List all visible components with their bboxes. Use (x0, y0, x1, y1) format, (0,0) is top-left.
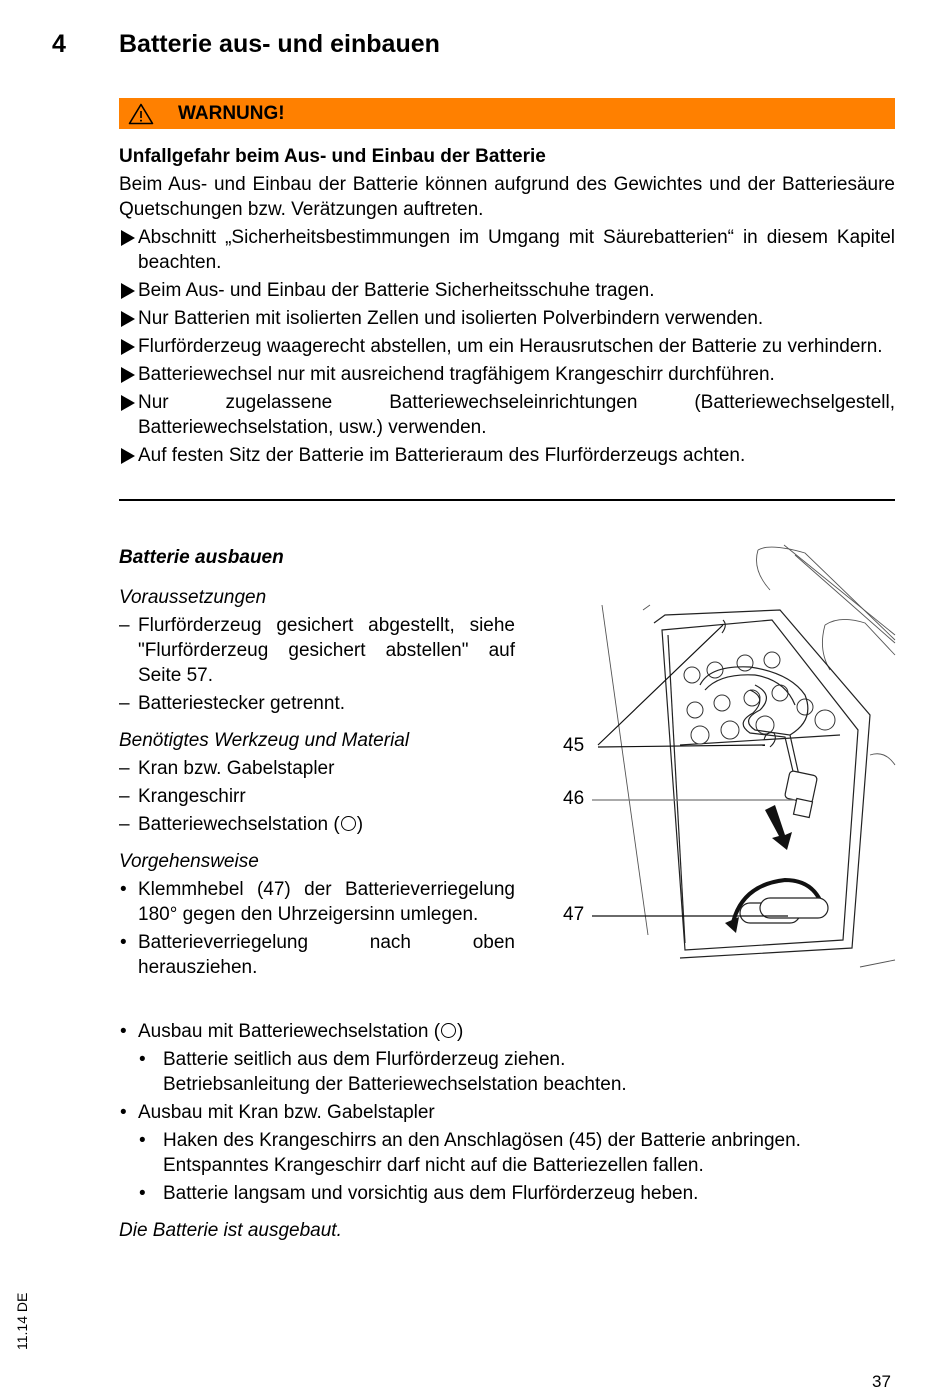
dash-marker: – (119, 615, 130, 636)
dash-marker: – (119, 814, 130, 835)
procedure-result: Die Batterie ist ausgebaut. (119, 1220, 342, 1241)
warning-item-text: Nur Batterien mit isolierten Zellen und isolierten Polverbindern verwenden. (138, 308, 764, 329)
warning-item-text: Batteriewechsel nur mit ausreichend tragfähigem Krangeschirr durchführen. (138, 364, 775, 385)
bullet-marker: • (139, 1130, 146, 1151)
substep-text: Haken des Krangeschirrs an den Anschlagösen (45) der Batterie anbringen. (163, 1130, 801, 1151)
procedure-step (119, 877, 515, 927)
dash-marker: – (119, 758, 130, 779)
edition-label: 11.14 DE (14, 1292, 30, 1350)
bullet-marker: • (120, 879, 127, 900)
section-title: Batterie ausbauen (119, 547, 284, 568)
warning-item (119, 390, 895, 440)
procedure-options (119, 1016, 895, 1243)
tool-item (119, 756, 515, 781)
dash-marker: – (119, 786, 130, 807)
chapter-number: 4 (52, 30, 66, 58)
arrow-bullet-icon (121, 230, 135, 246)
warning-banner (119, 98, 895, 129)
direction-arrow-icon (765, 805, 792, 850)
lifting-eye (722, 620, 725, 633)
battery-plug (784, 770, 817, 803)
tools-heading: Benötigtes Werkzeug und Material (119, 730, 410, 751)
prerequisite-item (119, 691, 515, 716)
tool-text: Batteriewechselstation ( (138, 814, 340, 835)
procedure-heading: Vorgehensweise (119, 851, 259, 872)
procedure-step-text: Klemmhebel (47) der Batterieverriegelung 180° gegen den Uhrzeigersinn umlegen. (138, 879, 515, 925)
tool-text: Krangeschirr (138, 786, 246, 807)
substep-note: Entspanntes Krangeschirr darf nicht auf die Batteriezellen fallen. (163, 1155, 704, 1176)
dash-marker: – (119, 693, 130, 714)
bullet-marker: • (139, 1183, 146, 1204)
arrow-bullet-icon (121, 367, 135, 383)
page-number: 37 (872, 1372, 891, 1391)
option-crane (119, 1100, 895, 1125)
option-label: Ausbau mit Kran bzw. Gabelstapler (138, 1102, 435, 1123)
warning-heading: Unfallgefahr beim Aus- und Einbau der Batterie (119, 146, 546, 167)
warning-item-text: Beim Aus- und Einbau der Batterie Sicherheitsschuhe tragen. (138, 280, 655, 301)
warning-item-text: Nur zugelassene Batteriewechseleinrichtungen (Batteriewechselgestell, Batteriewechselstation, usw.) verwenden. (138, 392, 895, 438)
arrow-bullet-icon (121, 448, 135, 464)
procedure-step (119, 930, 515, 980)
warning-item (119, 443, 895, 468)
warning-end-divider (119, 499, 895, 501)
option-label: Ausbau mit Batteriewechselstation ( (138, 1021, 441, 1042)
prerequisite-item (119, 613, 515, 688)
tool-item (119, 784, 515, 809)
callout-47: 47 (563, 904, 585, 925)
prerequisites-heading: Voraussetzungen (119, 587, 267, 608)
bullet-marker: • (120, 932, 127, 953)
optional-circle-icon (441, 1023, 456, 1038)
warning-item (119, 362, 895, 387)
tool-text-suffix: ) (356, 814, 364, 835)
callout-45: 45 (563, 735, 585, 756)
tool-text: Kran bzw. Gabelstapler (138, 758, 335, 779)
option-substep (119, 1047, 895, 1097)
bullet-marker: • (139, 1049, 146, 1070)
option-substep (119, 1181, 895, 1206)
procedure-step-text: Batterieverriegelung nach oben herausziehen. (138, 932, 515, 978)
warning-item (119, 278, 895, 303)
battery-cell (684, 667, 700, 683)
substep-text: Batterie seitlich aus dem Flurförderzeug ziehen. (163, 1049, 566, 1070)
tool-item (119, 812, 515, 837)
arrow-bullet-icon (121, 395, 135, 411)
frame-line (602, 605, 648, 935)
warning-item (119, 225, 895, 275)
option-substep (119, 1128, 895, 1178)
bullet-marker: • (120, 1102, 127, 1123)
warning-item-text: Abschnitt „Sicherheitsbestimmungen im Umgang mit Säurebatterien“ in diesem Kapitel beachten. (138, 227, 895, 273)
arrow-bullet-icon (121, 283, 135, 299)
warning-text: Beim Aus- und Einbau der Batterie können aufgrund des Gewichtes und der Batteriesäure Quetschungen bzw. Verätzungen auftreten. (119, 174, 895, 220)
option-battery-station (119, 1019, 895, 1044)
option-label-suffix: ) (457, 1021, 464, 1042)
arrow-bullet-icon (121, 339, 135, 355)
warning-item (119, 306, 895, 331)
arrow-bullet-icon (121, 311, 135, 327)
warning-item (119, 334, 895, 359)
battery-compartment-drawing (540, 535, 940, 975)
chapter-title: Batterie aus- und einbauen (119, 30, 440, 58)
prerequisite-text: Flurförderzeug gesichert abgestellt, siehe "Flurförderzeug gesichert abstellen" auf Seite 57. (138, 615, 515, 686)
warning-content (119, 144, 895, 468)
substep-text: Batterie langsam und vorsichtig aus dem Flurförderzeug heben. (163, 1183, 699, 1204)
bullet-marker: • (120, 1021, 127, 1042)
procedure-left-column (119, 545, 515, 980)
warning-item-text: Flurförderzeug waagerecht abstellen, um ein Herausrutschen der Batterie zu verhindern. (138, 336, 883, 357)
optional-circle-icon (341, 816, 356, 831)
callout-46: 46 (563, 788, 585, 809)
battery-illustration (540, 535, 940, 975)
cover-rail-top (758, 547, 895, 640)
warning-item-text: Auf festen Sitz der Batterie im Batterieraum des Flurförderzeugs achten. (138, 445, 746, 466)
prerequisite-text: Batteriestecker getrennt. (138, 693, 345, 714)
warning-label: WARNUNG! (178, 102, 285, 124)
warning-triangle-icon (128, 103, 154, 125)
substep-note: Betriebsanleitung der Batteriewechselstation beachten. (163, 1074, 627, 1095)
